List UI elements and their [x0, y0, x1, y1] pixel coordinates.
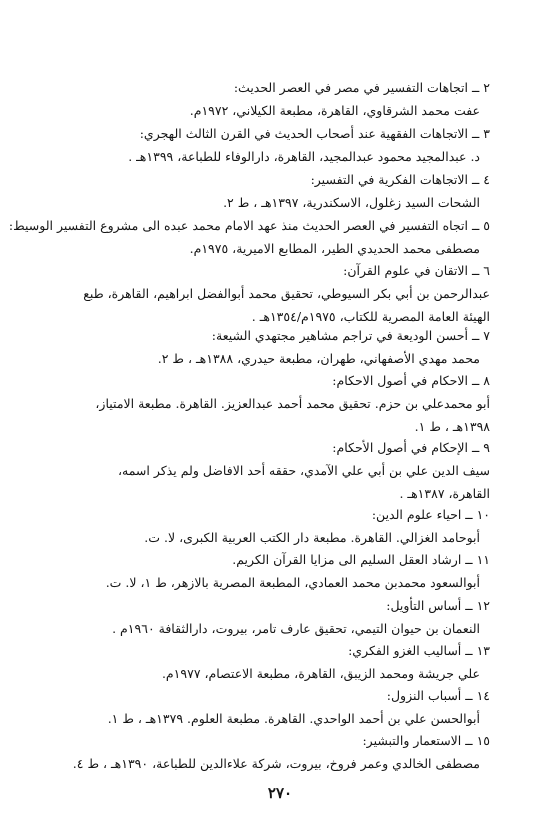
bibliography-entry: [60, 639, 490, 685]
entry-reference: مصطفى الخالدي وعمر فروخ، بيروت، شركة علاءالدين للطباعة، ١٣٩٠هـ ، ط ٤.: [72, 756, 480, 771]
entry-title: ٢ ــ اتجاهات التفسير في مصر في العصر الحديث:: [233, 80, 490, 95]
entry-reference: أبوحامد الغزالي. القاهرة. مطبعة دار الكتب العربية الكبرى، لا. ت.: [144, 530, 480, 545]
entry-title: ١٣ ــ أساليب الغزو الفكري:: [348, 643, 490, 658]
entry-title: ٨ ــ الاحكام في أصول الاحكام:: [332, 373, 490, 388]
entry-title: ١٢ ــ أساس التأويل:: [386, 598, 490, 613]
entry-title: ١٠ ــ احياء علوم الدين:: [371, 507, 490, 522]
bibliography-entry: [60, 122, 490, 168]
entry-reference: أبوالسعود محمدبن محمد العمادي، المطبعة المصرية بالازهر، ط ١، لا. ت.: [105, 575, 480, 590]
entry-reference: القاهرة، ١٣٨٧هـ .: [399, 486, 490, 501]
entry-reference: عبدالرحمن بن أبي بكر السيوطي، تحقيق محمد أبوالفضل ابراهيم، القاهرة، طبع: [83, 286, 490, 301]
bibliography-entry: [60, 324, 490, 370]
entry-title: ٩ ــ الإحكام في أصول الأحكام:: [332, 440, 490, 455]
entry-reference: الشحات السيد زغلول، الاسكندرية، ١٣٩٧هـ ، ط ٢.: [223, 195, 480, 210]
entry-title: ١١ ــ ارشاد العقل السليم الى مزايا القرآن الكريم.: [232, 552, 490, 567]
entry-reference: النعمان بن حيوان التيمي، تحقيق عارف تامر، بيروت، دارالثقافة ١٩٦٠م .: [112, 621, 480, 636]
bibliography-entry: [60, 548, 490, 594]
bibliography-entry: [60, 168, 490, 214]
bibliography-entry: [60, 594, 490, 640]
page-number: ٢٧٠: [267, 784, 293, 802]
entry-title: ٥ ــ اتجاه التفسير في العصر الحديث منذ عهد الامام محمد عبده الى مشروع التفسير الوسيط:: [8, 218, 490, 233]
entry-reference: الهيئة العامة المصرية للكتاب، ١٩٧٥م/١٣٥٤هـ .: [251, 309, 490, 324]
entry-reference: عفت محمد الشرقاوي، القاهرة، مطبعة الكيلاني، ١٩٧٢م.: [189, 103, 480, 118]
entry-reference: د. عبدالمجيد محمود عبدالمجيد، القاهرة، دارالوفاء للطباعة، ١٣٩٩هـ .: [128, 149, 480, 164]
entry-reference: علي جريشة ومحمد الزيبق، القاهرة، مطبعة الاعتصام، ١٩٧٧م.: [161, 666, 480, 681]
bibliography-entry: [60, 76, 490, 122]
entry-reference: سيف الدين علي بن أبي علي الآمدي، حققه أحد الافاضل ولم يذكر اسمه،: [117, 463, 490, 478]
bibliography-entry: [60, 259, 490, 328]
entry-reference: ١٣٩٨هـ ، ط ١.: [414, 419, 490, 434]
entry-title: ١٤ ــ أسباب النزول:: [386, 688, 490, 703]
bibliography-entry: [60, 503, 490, 549]
entry-title: ٧ ــ أحسن الوديعة في تراجم مشاهير مجتهدي الشيعة:: [211, 328, 490, 343]
entry-title: ٤ ــ الاتجاهات الفكرية في التفسير:: [310, 172, 490, 187]
entry-reference: أبو محمدعلي بن حزم. تحقيق محمد أحمد عبدالعزيز. القاهرة. مطبعة الامتياز،: [95, 396, 490, 411]
entry-title: ٦ ــ الاتقان في علوم القرآن:: [343, 263, 490, 278]
bibliography-entry: [8, 214, 490, 260]
bibliography-entry: [60, 729, 490, 775]
entry-reference: أبوالحسن علي بن أحمد الواحدي. القاهرة. مطبعة العلوم. ١٣٧٩هـ ، ط ١.: [107, 711, 480, 726]
bibliography-entry: [60, 369, 490, 438]
entry-title: ٣ ــ الاتجاهات الفقهية عند أصحاب الحديث في القرن الثالث الهجري:: [139, 126, 490, 141]
bibliography-entry: [60, 436, 490, 505]
entry-title: ١٥ ــ الاستعمار والتبشير:: [362, 733, 490, 748]
bibliography-entry: [60, 684, 490, 730]
entry-reference: محمد مهدي الأصفهاني، طهران، مطبعة حيدري، ١٣٨٨هـ ، ط ٢.: [157, 351, 480, 366]
entry-reference: مصطفى محمد الحديدي الطير، المطابع الاميرية، ١٩٧٥م.: [189, 241, 480, 256]
